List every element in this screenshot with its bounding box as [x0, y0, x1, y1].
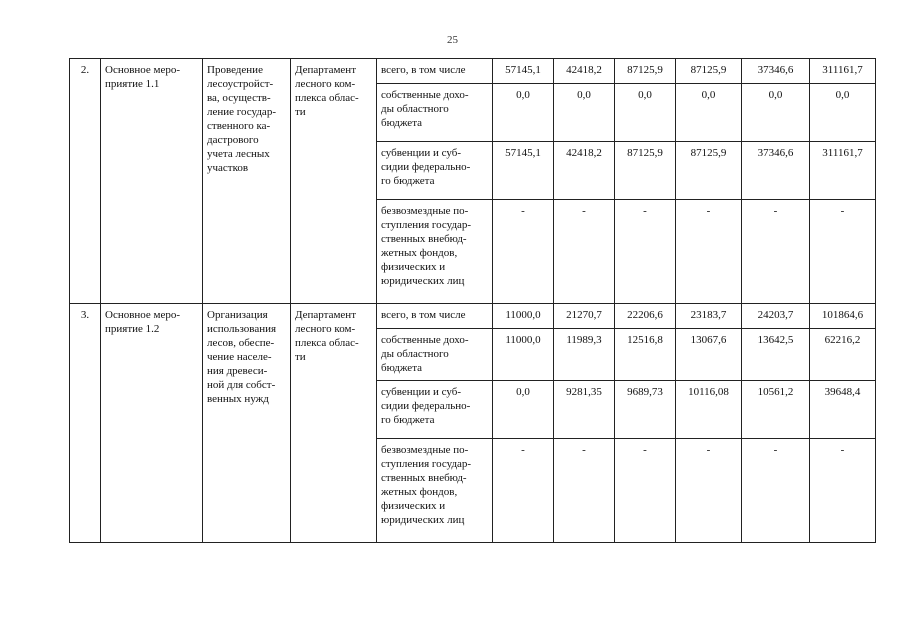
row-index: 2.	[70, 59, 101, 304]
value-cell: -	[615, 200, 676, 304]
value-cell: -	[676, 439, 742, 543]
value-cell: 42418,2	[554, 142, 615, 200]
value-cell: -	[742, 200, 810, 304]
budget-table	[69, 58, 876, 543]
value-cell: 37346,6	[742, 142, 810, 200]
value-cell: 0,0	[554, 84, 615, 142]
value-cell: 0,0	[742, 84, 810, 142]
value-cell: 13067,6	[676, 329, 742, 381]
value-cell: 9281,35	[554, 381, 615, 439]
funding-source-label: безвозмездные по- ступления государ- ственных внебюд- жетных фондов, физических и юридических лиц	[377, 439, 493, 543]
activity-name: Основное меро- приятие 1.1	[101, 59, 203, 304]
funding-source-label: всего, в том числе	[377, 59, 493, 84]
value-cell: 0,0	[810, 84, 876, 142]
value-cell: 87125,9	[615, 59, 676, 84]
table-row	[70, 304, 876, 329]
table-row	[70, 59, 876, 84]
value-cell: 57145,1	[493, 142, 554, 200]
value-cell: -	[554, 439, 615, 543]
activity-description: Организация использования лесов, обеспе- чение населе- ния древеси- ной для собст- венных нужд	[203, 304, 291, 543]
value-cell: 11000,0	[493, 329, 554, 381]
value-cell: 87125,9	[676, 59, 742, 84]
value-cell: 0,0	[493, 84, 554, 142]
funding-source-label: собственные дохо- ды областного бюджета	[377, 329, 493, 381]
page-number: 25	[447, 34, 458, 46]
value-cell: 42418,2	[554, 59, 615, 84]
value-cell: 0,0	[676, 84, 742, 142]
value-cell: 10561,2	[742, 381, 810, 439]
value-cell: 311161,7	[810, 59, 876, 84]
value-cell: -	[810, 439, 876, 543]
funding-source-label: собственные дохо- ды областного бюджета	[377, 84, 493, 142]
value-cell: 22206,6	[615, 304, 676, 329]
value-cell: 0,0	[615, 84, 676, 142]
funding-source-label: всего, в том числе	[377, 304, 493, 329]
funding-source-label: субвенции и суб- сидии федерально- го бюджета	[377, 142, 493, 200]
value-cell: 57145,1	[493, 59, 554, 84]
value-cell: -	[742, 439, 810, 543]
executor: Департамент лесного ком- плекса облас- ти	[291, 304, 377, 543]
value-cell: 11989,3	[554, 329, 615, 381]
table-body	[70, 59, 876, 543]
value-cell: 37346,6	[742, 59, 810, 84]
value-cell: -	[554, 200, 615, 304]
value-cell: 39648,4	[810, 381, 876, 439]
value-cell: 11000,0	[493, 304, 554, 329]
value-cell: 87125,9	[676, 142, 742, 200]
value-cell: -	[810, 200, 876, 304]
value-cell: 21270,7	[554, 304, 615, 329]
value-cell: 12516,8	[615, 329, 676, 381]
value-cell: -	[493, 200, 554, 304]
value-cell: 87125,9	[615, 142, 676, 200]
funding-source-label: безвозмездные по- ступления государ- ственных внебюд- жетных фондов, физических и юридических лиц	[377, 200, 493, 304]
value-cell: 23183,7	[676, 304, 742, 329]
value-cell: 101864,6	[810, 304, 876, 329]
value-cell: 62216,2	[810, 329, 876, 381]
value-cell: 0,0	[493, 381, 554, 439]
value-cell: 10116,08	[676, 381, 742, 439]
row-index: 3.	[70, 304, 101, 543]
value-cell: -	[676, 200, 742, 304]
value-cell: 9689,73	[615, 381, 676, 439]
executor: Департамент лесного ком- плекса облас- ти	[291, 59, 377, 304]
activity-description: Проведение лесоустройст- ва, осуществ- ление государ- ственного ка- дастрового учета лесных участков	[203, 59, 291, 304]
value-cell: -	[615, 439, 676, 543]
value-cell: -	[493, 439, 554, 543]
funding-source-label: субвенции и суб- сидии федерально- го бюджета	[377, 381, 493, 439]
activity-name: Основное меро- приятие 1.2	[101, 304, 203, 543]
value-cell: 24203,7	[742, 304, 810, 329]
value-cell: 13642,5	[742, 329, 810, 381]
value-cell: 311161,7	[810, 142, 876, 200]
